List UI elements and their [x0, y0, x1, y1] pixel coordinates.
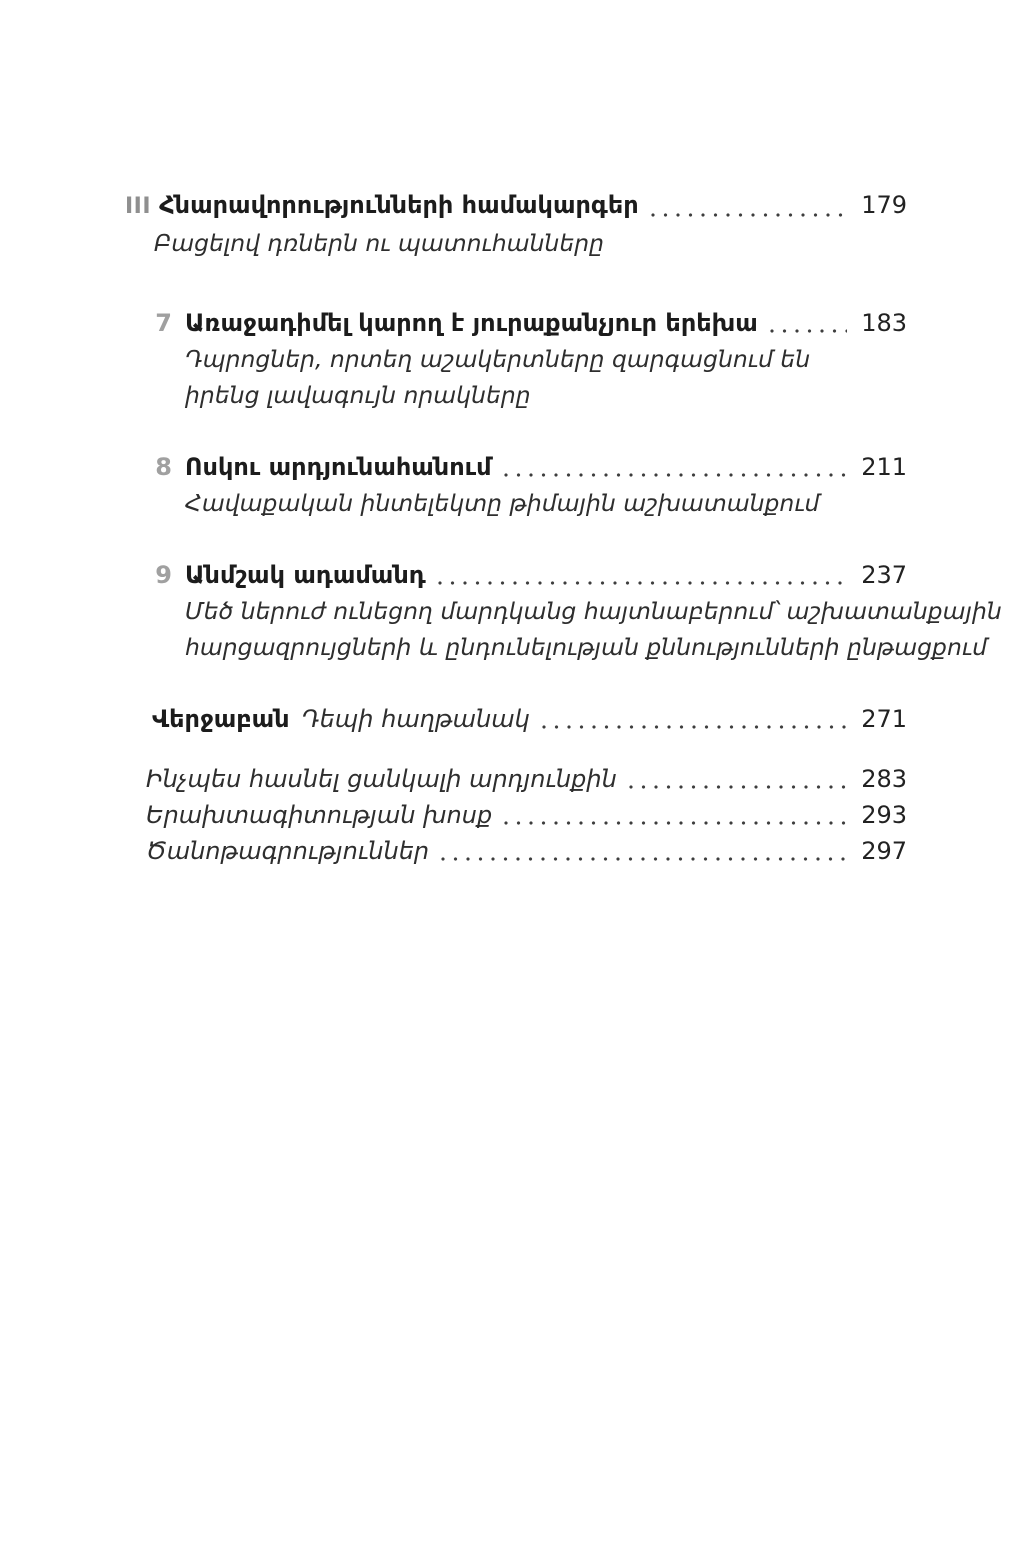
toc-row-how-to-achieve	[146, 761, 907, 797]
toc-entry-chapter-8	[125, 449, 907, 521]
page-number: 297	[861, 837, 907, 865]
chapter-number: 8	[155, 453, 172, 481]
epilogue-label: Վերջաբան	[152, 705, 290, 733]
toc-row-epilogue	[125, 701, 907, 737]
part-subtitle: Բացելով դռներն ու պատուհանները	[154, 229, 605, 257]
chapter-title: Առաջադիմել կարող է յուրաքանչյուր երեխա	[185, 309, 758, 337]
dot-leader	[504, 821, 847, 825]
dot-leader	[438, 581, 847, 585]
toc-row-acknowledgements	[146, 797, 907, 833]
chapter-title: Անմշակ ադամանդ	[185, 561, 426, 589]
toc-entry-chapter-9	[125, 557, 1002, 665]
page-number: 293	[861, 801, 907, 829]
chapter-title: Ոսկու արդյունահանում	[185, 453, 492, 481]
toc-row-part-3	[125, 187, 907, 225]
chapter-number: 7	[155, 309, 172, 337]
dot-leader	[629, 785, 847, 789]
part-numeral: III	[125, 194, 152, 219]
table-of-contents	[125, 187, 1002, 869]
dot-leader	[504, 473, 848, 477]
dot-leader	[542, 725, 847, 729]
dot-leader	[770, 329, 847, 333]
chapter-subtitle-line: իրենց լավագույն որակները	[185, 381, 531, 409]
epilogue-title: Դեպի հաղթանակ	[301, 705, 530, 733]
toc-row-chapter-7	[125, 305, 907, 341]
dot-leader	[441, 857, 847, 861]
toc-back-matter	[146, 761, 907, 869]
page-number: 271	[861, 705, 907, 733]
toc-entry-part-3	[125, 187, 907, 261]
page-number: 183	[861, 309, 907, 337]
chapter-subtitle-line: Դպրոցներ, որտեղ աշակերտները զարգացնում են	[185, 345, 811, 373]
chapter-subtitle-line: Մեծ ներուժ ունեցող մարդկանց հայտնաբերում՝ աշխատանքային	[185, 597, 1002, 625]
toc-entry-chapter-7	[125, 305, 907, 413]
back-matter-title: Ծանոթագրություններ	[146, 837, 430, 865]
dot-leader	[651, 213, 848, 217]
back-matter-title: Ինչպես հասնել ցանկալի արդյունքին	[146, 765, 617, 793]
chapter-subtitle-line: հարցազրույցների և ընդունելության քննությունների ընթացքում	[185, 633, 987, 661]
toc-entry-epilogue	[125, 701, 907, 737]
toc-row-chapter-9	[125, 557, 907, 593]
back-matter-title: Երախտագիտության խոսք	[146, 801, 493, 829]
page-number: 211	[861, 453, 907, 481]
toc-row-chapter-8	[125, 449, 907, 485]
toc-row-notes	[146, 833, 907, 869]
page-number: 179	[861, 191, 907, 219]
page-number: 237	[861, 561, 907, 589]
chapter-subtitle-line: Հավաքական ինտելեկտը թիմային աշխատանքում	[185, 489, 820, 517]
part-title: Հնարավորությունների համակարգեր	[159, 191, 639, 219]
chapter-number: 9	[155, 561, 172, 589]
page-number: 283	[861, 765, 907, 793]
